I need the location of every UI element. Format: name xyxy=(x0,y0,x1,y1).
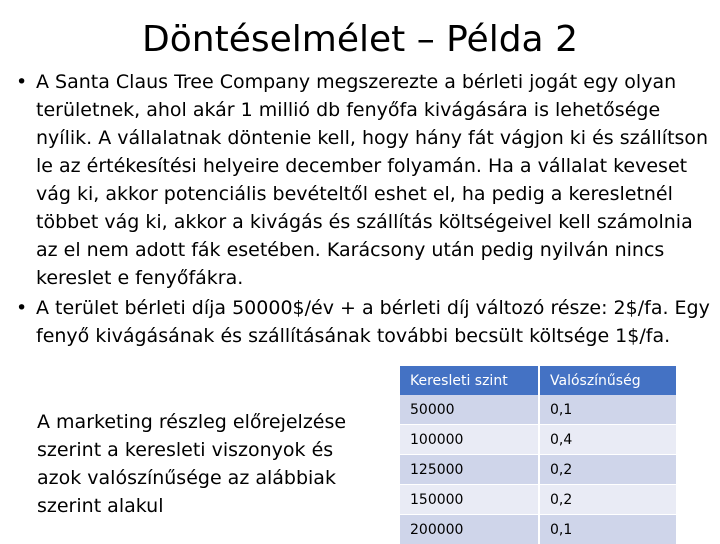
marketing-forecast-text: A marketing részleg előrejelzése szerint a keresleti viszonyok és azok valószínűsége az alábbiak szerint alakul xyxy=(37,408,367,520)
probability-cell: 0,2 xyxy=(539,455,676,485)
demand-level-cell: 200000 xyxy=(400,515,539,544)
probability-cell: 0,4 xyxy=(539,425,676,455)
demand-probability-table xyxy=(400,366,676,544)
table-header-row xyxy=(400,366,676,395)
bullet-marker: • xyxy=(16,294,27,322)
bullet-text: A Santa Claus Tree Company megszerezte a bérleti jogát egy olyan területnek, ahol akár 1 millió db fenyőfa kivágására is lehetősége nyílik. A vállalatnak döntenie kell, hogy hány fát vágjon ki és szállítson le az értékesítési helyeire december folyamán. Ha a vállalat keveset vág ki, akkor potenciális bevételtől eshet el, ha pedig a keresletnél többet vág ki, akkor a kivágás és szállítás költségeivel kell számolnia az el nem adott fák esetében. Karácsony után pedig nyilván nincs kereslet e fenyőfákra. xyxy=(36,71,708,289)
table-row xyxy=(400,395,676,425)
probability-cell: 0,1 xyxy=(539,395,676,425)
probability-cell: 0,2 xyxy=(539,485,676,515)
bullet-item-costs xyxy=(10,294,710,350)
bullet-marker: • xyxy=(16,68,27,96)
demand-level-cell: 125000 xyxy=(400,455,539,485)
slide-title: Döntéselmélet – Példa 2 xyxy=(0,18,720,62)
probability-cell: 0,1 xyxy=(539,515,676,544)
header-demand-level: Keresleti szint xyxy=(400,366,539,395)
bullet-list xyxy=(10,68,710,352)
header-probability: Valószínűség xyxy=(539,366,676,395)
table-row xyxy=(400,485,676,515)
demand-level-cell: 100000 xyxy=(400,425,539,455)
table-row xyxy=(400,455,676,485)
bullet-text: A terület bérleti díja 50000$/év + a bérleti díj változó része: 2$/fa. Egy fenyő kivágásának és szállításának további becsült költsége 1$/fa. xyxy=(36,297,710,347)
demand-level-cell: 150000 xyxy=(400,485,539,515)
bullet-item-description xyxy=(10,68,710,292)
demand-level-cell: 50000 xyxy=(400,395,539,425)
table-row xyxy=(400,425,676,455)
